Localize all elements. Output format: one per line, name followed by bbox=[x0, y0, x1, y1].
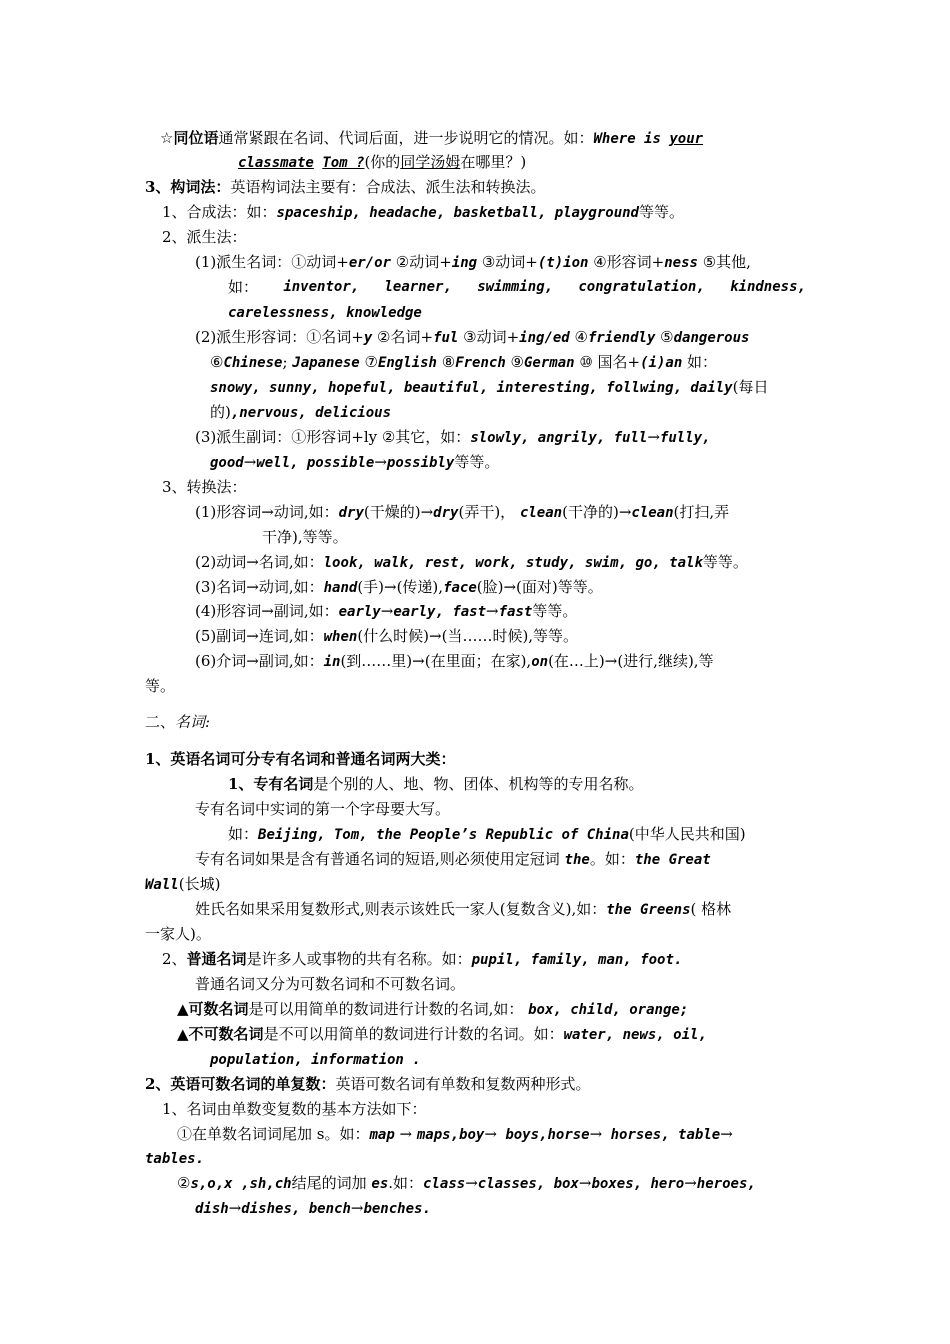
text: ③动词+ bbox=[477, 253, 538, 271]
text: (长城) bbox=[178, 875, 221, 893]
example: fast bbox=[498, 604, 533, 620]
text: ② bbox=[177, 1174, 191, 1192]
text: (干净的)→ bbox=[562, 503, 632, 521]
example: German bbox=[523, 355, 575, 371]
text: (手)→(传递), bbox=[357, 578, 444, 596]
text: ( 格林 bbox=[690, 900, 732, 918]
arrow-icon: → bbox=[486, 602, 499, 620]
line-common-noun-types: 普通名词又分为可数名词和不可数名词。 bbox=[195, 975, 466, 993]
line-proper-noun-the bbox=[195, 847, 711, 871]
example: boxes, hero bbox=[591, 1176, 685, 1192]
example: dry bbox=[338, 505, 364, 521]
example: spaceship, headache, basketball, playground bbox=[276, 205, 639, 221]
example: kindness, bbox=[730, 279, 806, 295]
example: ing/ed bbox=[519, 330, 570, 346]
line-derived-nouns-examples-2 bbox=[228, 300, 422, 324]
example: boys,horse bbox=[496, 1127, 590, 1143]
line-conversion-3 bbox=[195, 575, 603, 599]
example: ing bbox=[451, 255, 478, 271]
example: maps,boy bbox=[416, 1127, 485, 1143]
arrow-icon: → bbox=[350, 1199, 364, 1217]
arrow-icon: → bbox=[243, 453, 257, 471]
example: er/or bbox=[348, 255, 391, 271]
text: 等等。 bbox=[702, 553, 748, 571]
text: 英语构词法主要有：合成法、派生法和转换法。 bbox=[230, 178, 546, 196]
arrow-icon: → bbox=[465, 1174, 478, 1192]
line-proper-noun-the-cont bbox=[145, 872, 220, 896]
term-appositive: 同位语 bbox=[173, 129, 219, 147]
text: 1、合成法：如： bbox=[162, 203, 277, 221]
example: Tom ? bbox=[322, 155, 365, 171]
example: fully, bbox=[659, 430, 711, 446]
line-conversion-6-cont: 等。 bbox=[145, 677, 176, 695]
term: 普通名词 bbox=[186, 950, 247, 968]
heading: 2、英语可数名词的单复数： bbox=[145, 1075, 336, 1093]
line-derived-adjectives-2 bbox=[210, 350, 717, 374]
example: slowly, angrily, full bbox=[470, 430, 648, 446]
example: snowy, sunny, hopeful, beautiful, interesting, follwing, daily bbox=[210, 380, 733, 396]
line-derived-adjectives bbox=[195, 325, 749, 349]
star-icon: ☆ bbox=[160, 129, 174, 147]
example: ,nervous, delicious bbox=[230, 405, 392, 421]
heading: 3、构词法： bbox=[145, 178, 231, 196]
heading-noun-types: 1、英语名词可分专有名词和普通名词两大类： bbox=[145, 750, 456, 768]
text: (干燥的)→ bbox=[363, 503, 434, 521]
example: (i)an bbox=[640, 355, 683, 371]
text: ④形容词+ bbox=[588, 253, 665, 271]
example: the bbox=[564, 852, 590, 868]
text: ⑥ bbox=[210, 353, 224, 371]
text: 如： bbox=[228, 825, 259, 843]
triangle-icon: ▲ bbox=[177, 1000, 189, 1018]
example: map bbox=[369, 1127, 395, 1143]
term: 不可数名词 bbox=[188, 1025, 264, 1043]
line-proper-noun-caps: 专有名词中实词的第一个字母要大写。 bbox=[195, 800, 451, 818]
text: ⑧ bbox=[436, 353, 456, 371]
example: on bbox=[531, 654, 549, 670]
text: (3)派生副词：①形容词+ly ②其它，如： bbox=[195, 428, 471, 446]
example: dish bbox=[195, 1201, 229, 1217]
line-derived-nouns bbox=[195, 250, 751, 274]
text: ②名词+ bbox=[372, 328, 434, 346]
text: (4)形容词→副词,如： bbox=[195, 602, 339, 620]
example: heroes, bbox=[696, 1176, 756, 1192]
text: 在哪里？) bbox=[460, 153, 527, 171]
line-conversion: 3、转换法： bbox=[162, 478, 247, 496]
text: (弄干)， bbox=[458, 503, 520, 521]
text: (1)形容词→动词,如： bbox=[195, 503, 339, 521]
line-surname-plural-cont: 一家人)。 bbox=[145, 925, 211, 943]
text: 英语可数名词有单数和复数两种形式。 bbox=[335, 1075, 591, 1093]
section-nouns-title bbox=[145, 710, 210, 734]
example: possibly bbox=[386, 455, 455, 471]
example: classmate bbox=[238, 155, 314, 171]
line-uncountable bbox=[177, 1022, 707, 1046]
text: (中华人民共和国) bbox=[628, 825, 746, 843]
arrow-icon: → bbox=[228, 1199, 242, 1217]
text: ⑤ bbox=[655, 328, 674, 346]
example: y bbox=[363, 330, 373, 346]
line-plural-rule-2-cont bbox=[195, 1196, 431, 1220]
line-plural-rule-2 bbox=[177, 1171, 756, 1195]
example: when bbox=[323, 629, 358, 645]
example: swimming, bbox=[477, 279, 554, 295]
text: ①在单数名词词尾加 s。如： bbox=[177, 1125, 370, 1143]
text: 。如： bbox=[589, 850, 635, 868]
example: inventor, bbox=[283, 279, 360, 295]
text: 名词: bbox=[175, 713, 211, 731]
example: the Greens bbox=[606, 902, 691, 918]
example: the Great bbox=[634, 852, 711, 868]
heading-singular-plural bbox=[145, 1072, 590, 1096]
line-derivation: 2、派生法： bbox=[162, 228, 247, 246]
example: horses, table bbox=[602, 1127, 721, 1143]
text: (5)副词→连词,如： bbox=[195, 627, 324, 645]
text: 如： bbox=[228, 278, 259, 296]
triangle-icon: ▲ bbox=[177, 1025, 189, 1043]
text: 等等。 bbox=[454, 453, 500, 471]
line-common-noun bbox=[162, 947, 682, 971]
line-appositive bbox=[160, 126, 703, 150]
text: ③动词+ bbox=[458, 328, 520, 346]
example: face bbox=[443, 580, 477, 596]
text: 二、 bbox=[145, 713, 176, 731]
arrow-icon: → bbox=[484, 1125, 497, 1143]
text: (什么时候)→(当……时候),等等。 bbox=[357, 627, 579, 645]
example: es bbox=[371, 1176, 389, 1192]
example: French bbox=[455, 355, 506, 371]
line-conversion-5 bbox=[195, 624, 578, 648]
line-uncountable-examples bbox=[210, 1047, 421, 1071]
text: 姓氏名如果采用复数形式,则表示该姓氏一家人(复数含义),如： bbox=[195, 900, 607, 918]
line-compound bbox=[162, 200, 684, 224]
text: (每日 bbox=[732, 378, 769, 396]
example: friendly bbox=[587, 330, 656, 346]
arrow-icon: → bbox=[374, 453, 387, 471]
arrow-icon: → bbox=[720, 1125, 733, 1143]
example: early bbox=[338, 604, 381, 620]
example: English bbox=[377, 355, 437, 371]
example: pupil, family, man, foot. bbox=[471, 952, 683, 968]
line-plural-rules: 1、名词由单数变复数的基本方法如下： bbox=[162, 1100, 427, 1118]
example: look, walk, rest, work, study, swim, go, talk bbox=[323, 555, 703, 571]
text: .如： bbox=[388, 1174, 424, 1192]
example: ful bbox=[433, 330, 459, 346]
example: benches. bbox=[363, 1201, 431, 1217]
example: (t)ion bbox=[537, 255, 589, 271]
text: ②动词+ bbox=[390, 253, 452, 271]
example: learner, bbox=[384, 279, 452, 295]
heading-word-formation bbox=[145, 175, 545, 199]
example: hand bbox=[323, 580, 358, 596]
line-appositive-cont bbox=[238, 150, 526, 174]
term: 可数名词 bbox=[188, 1000, 249, 1018]
example: congratulation, bbox=[578, 279, 705, 295]
text: 专有名词如果是含有普通名词的短语,则必须使用定冠词 bbox=[195, 850, 565, 868]
example: clean bbox=[519, 505, 563, 521]
example: in bbox=[323, 654, 341, 670]
text: 是不可以用简单的数词进行计数的名词。如： bbox=[263, 1025, 564, 1043]
text: (3)名词→动词,如： bbox=[195, 578, 324, 596]
line-derived-adjectives-4 bbox=[210, 400, 391, 424]
example: well, possible bbox=[256, 455, 375, 471]
line-derived-adverbs-2 bbox=[210, 450, 499, 474]
text: (你的 bbox=[364, 153, 401, 171]
line-plural-rule-1-cont bbox=[145, 1146, 204, 1170]
example: dishes, bench bbox=[241, 1201, 351, 1217]
example: your bbox=[669, 131, 704, 147]
text: (在…上)→(进行,继续),等 bbox=[548, 652, 714, 670]
example: ness bbox=[664, 255, 698, 271]
text: ; bbox=[282, 353, 293, 371]
line-derived-adjectives-3 bbox=[210, 375, 768, 399]
text: 等等。 bbox=[638, 203, 684, 221]
example: s,o,x ,sh,ch bbox=[190, 1176, 292, 1192]
example: Wall bbox=[145, 877, 179, 893]
example: dry bbox=[433, 505, 459, 521]
text: 等等。 bbox=[532, 602, 578, 620]
line-surname-plural bbox=[195, 897, 731, 921]
arrow-icon: → bbox=[380, 602, 394, 620]
text: 结尾的词加 bbox=[291, 1174, 372, 1192]
line-conversion-1-cont: 干净),等等。 bbox=[262, 528, 348, 546]
text: 的) bbox=[210, 403, 231, 421]
line-proper-noun bbox=[228, 772, 643, 796]
line-plural-rule-1 bbox=[177, 1122, 733, 1146]
text: ⑤其他, bbox=[697, 253, 751, 271]
example: box, child, orange; bbox=[528, 1002, 689, 1018]
text: 如： bbox=[682, 353, 718, 371]
text: 是许多人或事物的共有名称。如： bbox=[246, 950, 472, 968]
line-countable bbox=[177, 997, 688, 1021]
text: (到……里)→(在里面；在家), bbox=[340, 652, 532, 670]
example: class bbox=[423, 1176, 466, 1192]
line-conversion-2 bbox=[195, 550, 748, 574]
example: Beijing, Tom, the People’s Republic of China bbox=[258, 827, 629, 843]
text: (2)动词→名词,如： bbox=[195, 553, 324, 571]
text: 是个别的人、地、物、团体、机构等的专用名称。 bbox=[313, 775, 644, 793]
example: population, information . bbox=[210, 1052, 421, 1068]
text: 同学汤姆 bbox=[400, 153, 461, 171]
text: (打扫,弄 bbox=[673, 503, 730, 521]
text: (脸)→(面对)等等。 bbox=[476, 578, 603, 596]
text: ⑦ bbox=[359, 353, 378, 371]
example: good bbox=[210, 455, 244, 471]
line-conversion-4 bbox=[195, 599, 577, 623]
arrow-icon: → bbox=[684, 1174, 697, 1192]
arrow-icon: → bbox=[578, 1174, 592, 1192]
example: Where is bbox=[593, 131, 670, 147]
example: carelessness, knowledge bbox=[228, 305, 422, 321]
term: 1、专有名词 bbox=[228, 775, 314, 793]
text: ④ bbox=[569, 328, 588, 346]
line-derived-nouns-examples bbox=[228, 275, 806, 299]
text: 2、 bbox=[162, 950, 187, 968]
text: ⑩ 国名+ bbox=[574, 353, 641, 371]
text: (1)派生名词：①动词+ bbox=[195, 253, 349, 271]
arrow-icon: → bbox=[647, 428, 660, 446]
example: Chinese bbox=[223, 355, 283, 371]
text: ⑨ bbox=[505, 353, 524, 371]
text: 通常紧跟在名词、代词后面，进一步说明它的情况。如： bbox=[218, 129, 594, 147]
example: tables. bbox=[145, 1151, 205, 1167]
arrow-icon: → bbox=[589, 1125, 603, 1143]
arrow-icon: → bbox=[394, 1125, 417, 1143]
example: clean bbox=[631, 505, 674, 521]
example: classes, box bbox=[477, 1176, 579, 1192]
example: Japanese bbox=[292, 355, 360, 371]
text: (6)介词→副词,如： bbox=[195, 652, 324, 670]
line-conversion-6 bbox=[195, 649, 714, 673]
example: water, news, oil, bbox=[563, 1027, 707, 1043]
example: early, fast bbox=[393, 604, 487, 620]
text: 是可以用简单的数词进行计数的名词,如： bbox=[248, 1000, 529, 1018]
example: dangerous bbox=[673, 330, 750, 346]
line-proper-noun-examples bbox=[228, 822, 746, 846]
line-derived-adverbs bbox=[195, 425, 710, 449]
line-conversion-1 bbox=[195, 500, 729, 524]
text: (2)派生形容词：①名词+ bbox=[195, 328, 364, 346]
